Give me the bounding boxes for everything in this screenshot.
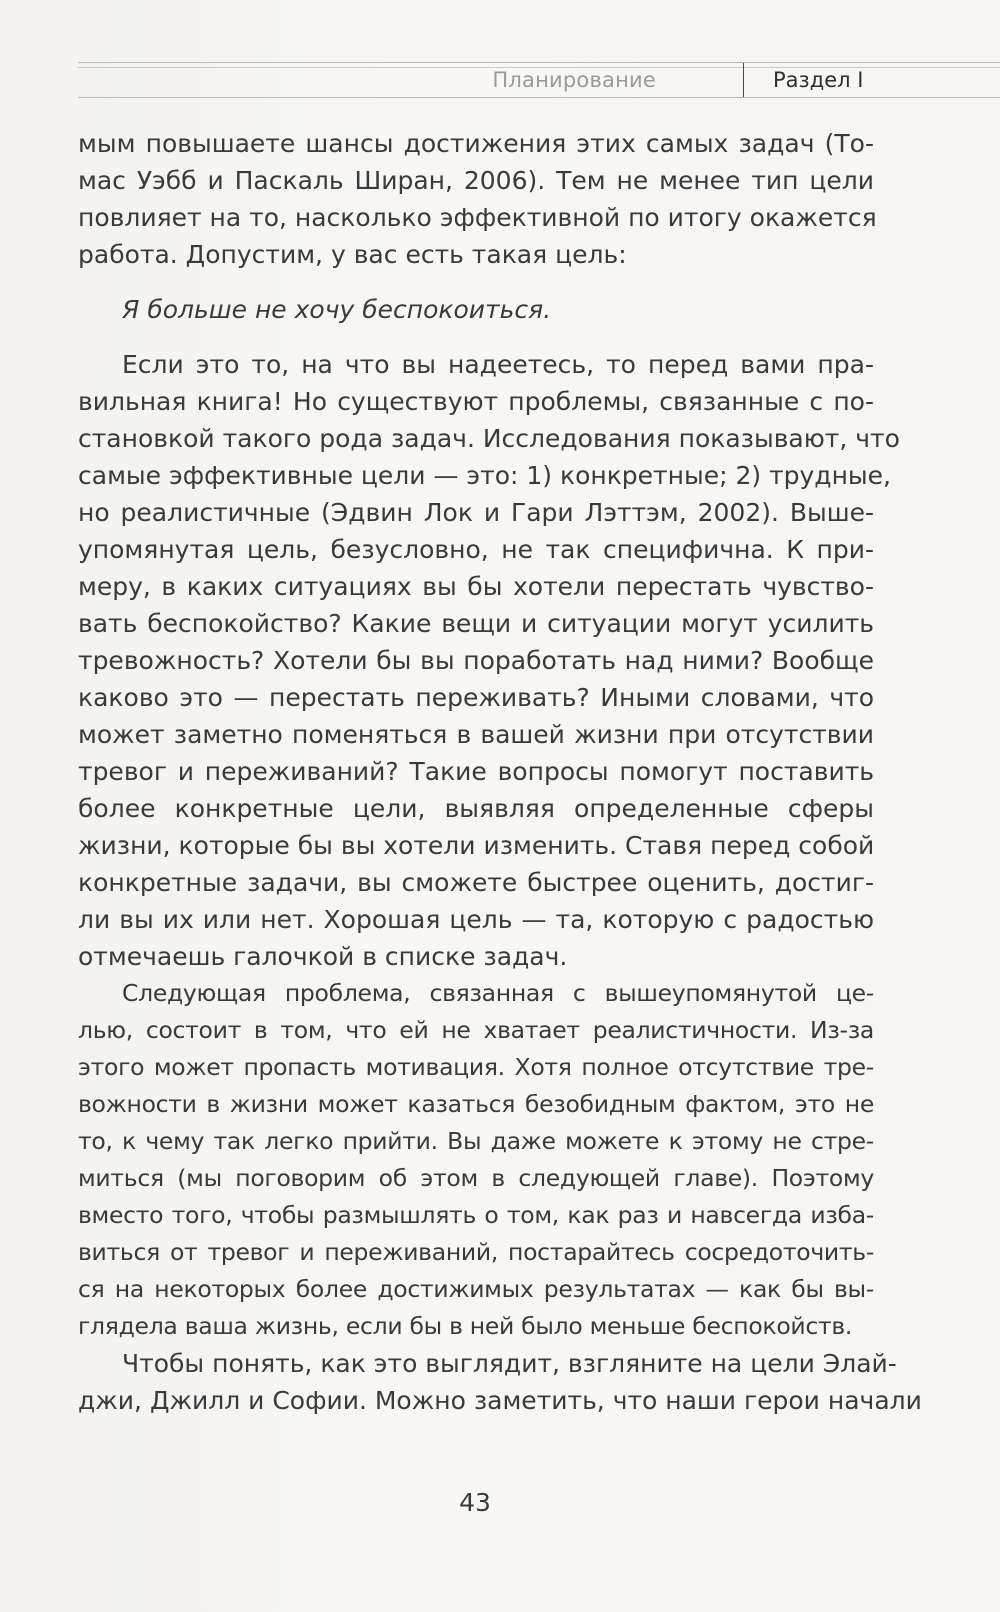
text-line: виться от тревог и переживаний, постарайтесь сосредоточить- xyxy=(78,1238,874,1266)
text-line: более конкретные цели, выявляя определенные сферы xyxy=(78,794,874,823)
text-line: тревожность? Хотели бы вы поработать над ними? Вообще xyxy=(78,646,874,675)
text-line: лью, состоит в том, что ей не хватает реалистичности. Из-за xyxy=(78,1016,874,1044)
paragraph-2 xyxy=(78,346,900,975)
text-line: ся на некоторых более достижимых результатах — как бы вы- xyxy=(78,1275,874,1303)
text-line: миться (мы поговорим об этом в следующей главе). Поэтому xyxy=(78,1164,874,1192)
paragraph-4 xyxy=(78,1345,922,1419)
text-line: может заметно поменяться в вашей жизни при отсутствии xyxy=(78,720,874,749)
text-line: Следующая проблема, связанная с вышеупомянутой це- xyxy=(122,979,874,1007)
text-line: вать беспокойство? Какие вещи и ситуации могут усилить xyxy=(78,609,874,638)
text-line: джи, Джилл и Софии. Можно заметить, что наши герои начали xyxy=(78,1386,922,1415)
text-line: каково это — перестать переживать? Иными словами, что xyxy=(78,683,874,712)
text-line: становкой такого рода задач. Исследования показывают, что xyxy=(78,424,900,453)
text-line: этого может пропасть мотивация. Хотя полное отсутствие тре- xyxy=(78,1053,874,1081)
text-line: то, к чему так легко прийти. Вы даже можете к этому не стре- xyxy=(78,1127,874,1155)
header-section-title: Планирование xyxy=(492,68,656,92)
text-line: конкретные задачи, вы сможете быстрее оценить, достиг- xyxy=(78,868,874,897)
text-line: но реалистичные (Эдвин Лок и Гари Лэттэм, 2002). Выше- xyxy=(78,498,874,527)
text-line: упомянутая цель, безусловно, не так специфична. К при- xyxy=(78,535,874,564)
text-line: Чтобы понять, как это выглядит, взгляните на цели Элай- xyxy=(122,1349,897,1378)
text-line: мас Уэбб и Паскаль Ширан, 2006). Тем не менее тип цели xyxy=(78,166,874,195)
text-line: повлияет на то, насколько эффективной по итогу окажется xyxy=(78,203,877,232)
paragraph-1 xyxy=(78,125,877,273)
text-line: ли вы их или нет. Хорошая цель — та, которую с радостью xyxy=(78,905,874,934)
text-line: вместо того, чтобы размышлять о том, как раз и навсегда изба- xyxy=(78,1201,874,1229)
header-part-title: Раздел I xyxy=(773,68,864,92)
text-line: Если это то, на что вы надеетесь, то перед вами пра- xyxy=(122,350,874,379)
text-line: глядела ваша жизнь, если бы в ней было меньше беспокойств. xyxy=(78,1312,853,1340)
text-line: работа. Допустим, у вас есть такая цель: xyxy=(78,240,627,269)
text-line: мым повышаете шансы достижения этих самых задач (То- xyxy=(78,129,874,158)
page-number: 43 xyxy=(459,1488,491,1517)
header-divider xyxy=(743,63,744,97)
text-line: вильная книга! Но существуют проблемы, связанные с по- xyxy=(78,387,874,416)
quote-paragraph xyxy=(78,291,874,328)
goal-quote: Я больше не хочу беспокоиться. xyxy=(122,295,552,324)
text-line: самые эффективные цели — это: 1) конкретные; 2) трудные, xyxy=(78,461,891,490)
running-header xyxy=(78,62,1000,98)
text-line: отмечаешь галочкой в списке задач. xyxy=(78,942,568,971)
text-line: меру, в каких ситуациях вы бы хотели перестать чувство- xyxy=(78,572,874,601)
text-line: жизни, которые бы вы хотели изменить. Ставя перед собой xyxy=(78,831,875,860)
paragraph-3 xyxy=(78,975,874,1345)
body-text xyxy=(78,125,922,1419)
text-line: тревог и переживаний? Такие вопросы помогут поставить xyxy=(78,757,874,786)
text-line: вожности в жизни может казаться безобидным фактом, это не xyxy=(78,1090,874,1118)
